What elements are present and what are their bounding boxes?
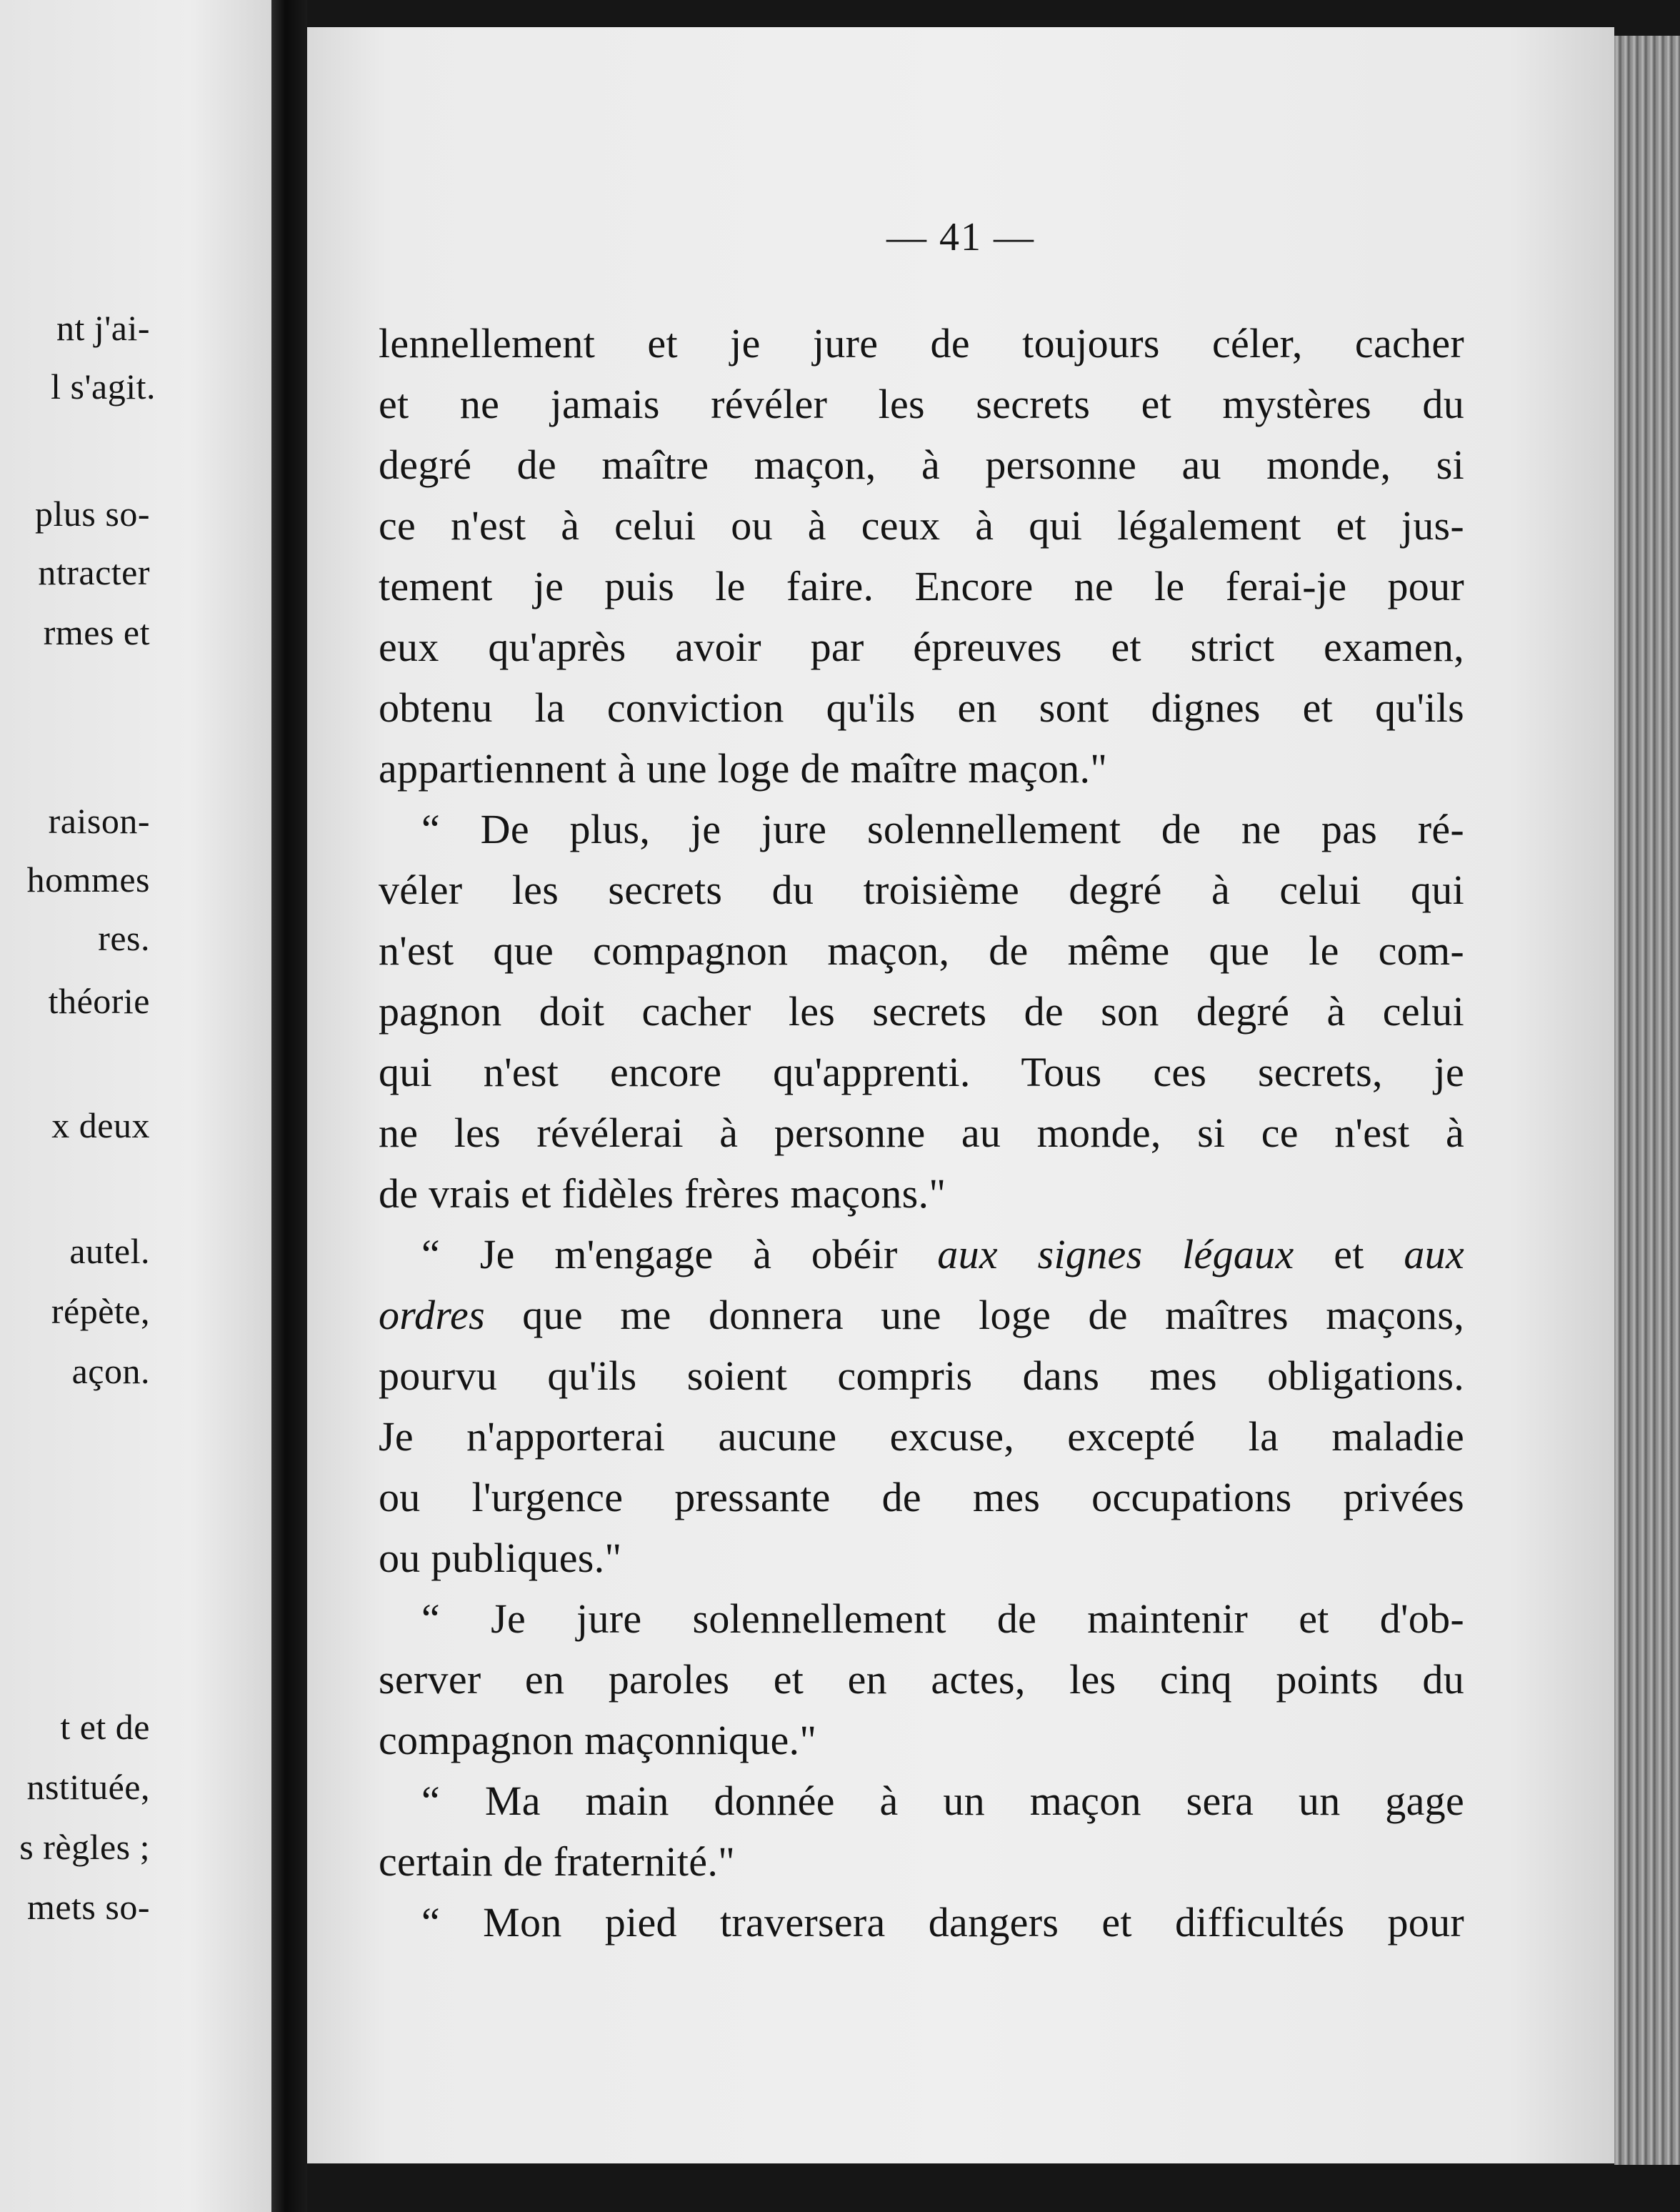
page-number: — 41 — xyxy=(886,215,1035,259)
text-run: et xyxy=(1294,1231,1404,1277)
text-line: certain de fraternité." xyxy=(379,1838,736,1885)
text-line: ne les révélerai à personne au monde, si ce n'est à xyxy=(379,1110,1464,1156)
previous-page-line: res. xyxy=(98,918,150,958)
text-run: que me donnera une loge de maîtres maçons, xyxy=(484,1292,1464,1338)
text-line: Je n'apporterai aucune excuse, excepté la maladie xyxy=(379,1413,1464,1460)
italic-phrase: ordres xyxy=(379,1292,485,1338)
text-line: n'est que compagnon maçon, de même que le com- xyxy=(379,927,1464,974)
text-line: lennellement et je jure de toujours céler, cacher xyxy=(379,320,1464,367)
text-line: obtenu la conviction qu'ils en sont dignes et qu'ils xyxy=(379,684,1464,731)
italic-phrase: aux xyxy=(1404,1231,1464,1277)
text-line: pagnon doit cacher les secrets de son degré à celui xyxy=(379,988,1464,1035)
book-gutter xyxy=(271,0,307,2212)
previous-page-line: mets so- xyxy=(26,1887,150,1927)
text-line: et ne jamais révéler les secrets et mystères du xyxy=(379,381,1464,427)
text-line xyxy=(379,1224,1464,1285)
text-line: de vrais et fidèles frères maçons." xyxy=(379,1170,946,1217)
text-line: tement je puis le faire. Encore ne le ferai-je pour xyxy=(379,563,1464,609)
text-line: appartiennent à une loge de maître maçon." xyxy=(379,745,1108,792)
previous-page-line: théorie xyxy=(48,981,150,1021)
text-line: degré de maître maçon, à personne au monde, si xyxy=(379,442,1464,488)
text-line: “ Je jure solennellement de maintenir et d'ob- xyxy=(421,1595,1464,1642)
previous-page-line: l s'agit. xyxy=(51,367,156,407)
text-line: eux qu'après avoir par épreuves et strict examen, xyxy=(379,624,1464,670)
italic-phrase: aux signes légaux xyxy=(937,1231,1294,1277)
text-line: ou publiques." xyxy=(379,1535,622,1581)
text-line: “ Ma main donnée à un maçon sera un gage xyxy=(421,1778,1464,1824)
previous-page xyxy=(0,0,271,2212)
previous-page-line: raison- xyxy=(48,801,150,841)
previous-page-line: açon. xyxy=(71,1351,150,1391)
page-edges xyxy=(1614,36,1680,2165)
text-line: qui n'est encore qu'apprenti. Tous ces secrets, je xyxy=(379,1049,1464,1095)
text-line: pourvu qu'ils soient compris dans mes obligations. xyxy=(379,1352,1464,1399)
previous-page-line: hommes xyxy=(26,860,150,900)
previous-page-line: nstituée, xyxy=(26,1767,150,1807)
text-line: server en paroles et en actes, les cinq points du xyxy=(379,1656,1464,1703)
text-line xyxy=(379,1285,1464,1345)
text-line: “ De plus, je jure solennellement de ne pas ré- xyxy=(421,806,1464,852)
page-body xyxy=(379,313,1464,1953)
previous-page-line: répète, xyxy=(51,1291,150,1331)
text-line: ou l'urgence pressante de mes occupations privées xyxy=(379,1474,1464,1520)
previous-page-line: s règles ; xyxy=(19,1827,150,1867)
previous-page-line: rmes et xyxy=(43,612,150,652)
previous-page-line: t et de xyxy=(60,1707,150,1747)
previous-page-line: nt j'ai- xyxy=(56,308,150,348)
previous-page-line: x deux xyxy=(51,1105,150,1145)
text-line: ce n'est à celui ou à ceux à qui légalement et jus- xyxy=(379,502,1464,549)
current-page xyxy=(307,27,1614,2163)
previous-page-line: plus so- xyxy=(35,494,150,534)
previous-page-line: ntracter xyxy=(38,552,150,592)
text-run: “ Je m'engage à obéir xyxy=(421,1231,938,1277)
text-line: compagnon maçonnique." xyxy=(379,1717,817,1763)
previous-page-line: autel. xyxy=(69,1231,150,1271)
text-line: véler les secrets du troisième degré à celui qui xyxy=(379,867,1464,913)
text-line: “ Mon pied traversera dangers et difficultés pour xyxy=(421,1899,1464,1946)
